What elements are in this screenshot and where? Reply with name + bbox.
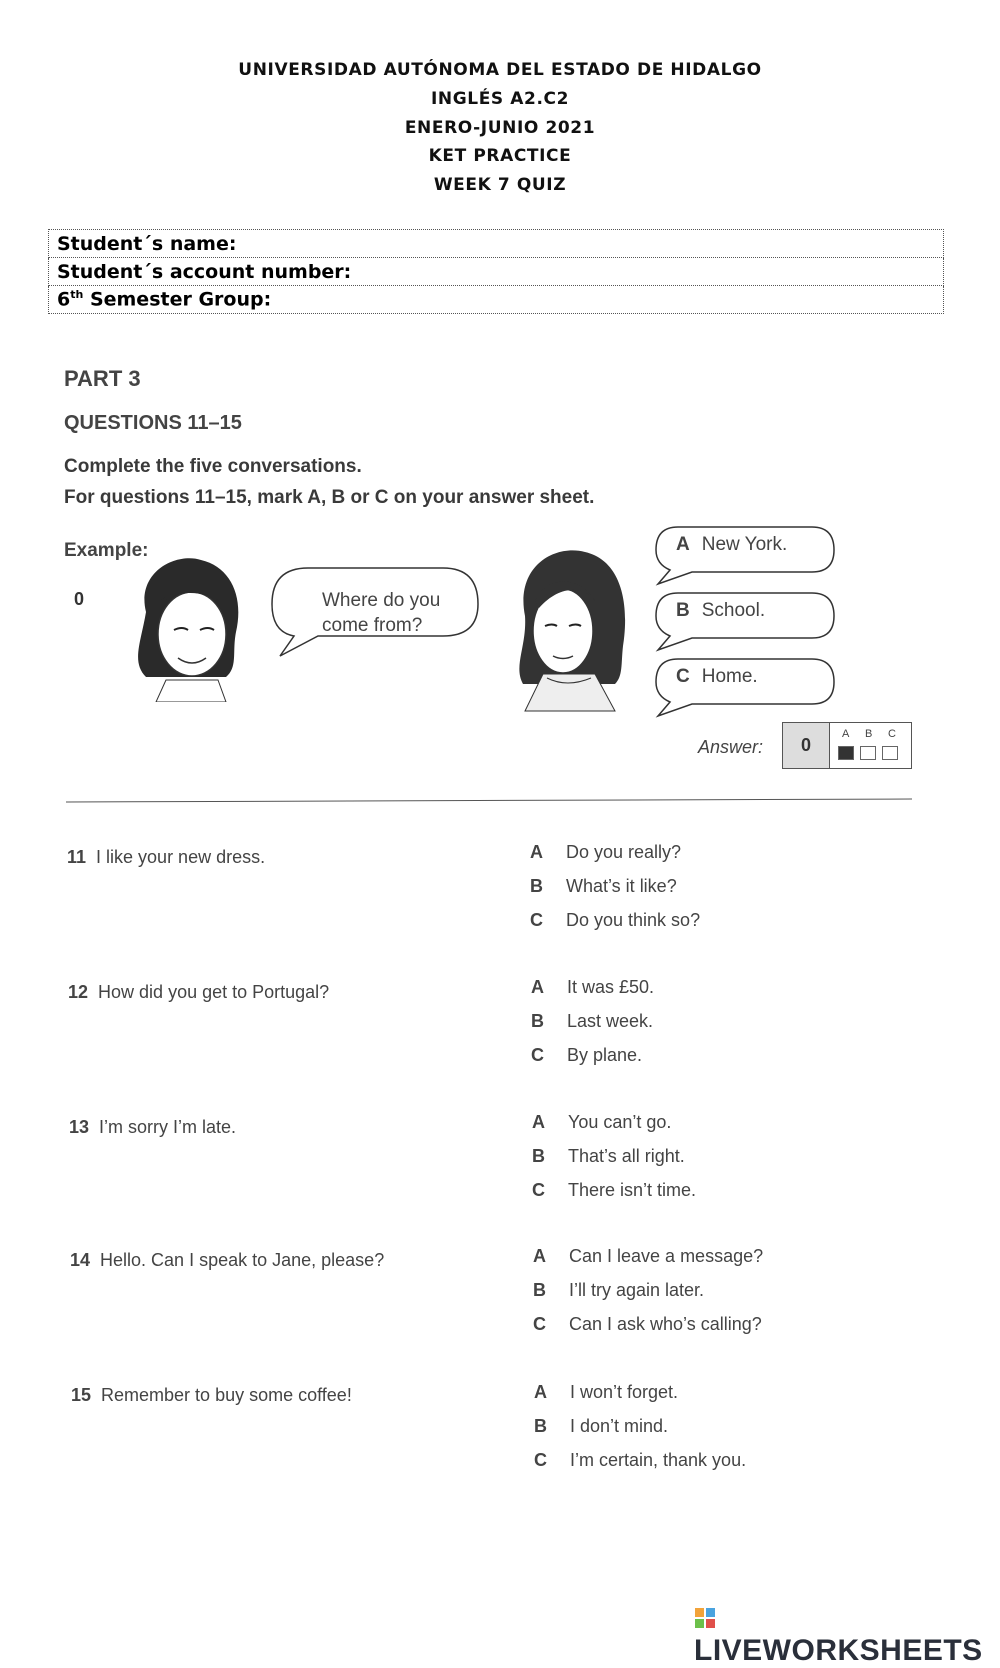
- student-name-label: Student´s name:: [57, 232, 237, 255]
- example-option-b: [676, 600, 765, 622]
- question-number: 12: [68, 982, 89, 1002]
- bubble-line-2: come from?: [322, 615, 423, 636]
- question-text: How did you get to Portugal?: [98, 982, 330, 1002]
- practice-title: KET PRACTICE: [428, 146, 572, 167]
- semester-group-field[interactable]: [49, 286, 944, 314]
- questions-title: QUESTIONS 11–15: [64, 412, 242, 434]
- example-option-a: [676, 534, 787, 556]
- question-text: I’m sorry I’m late.: [99, 1117, 237, 1137]
- answer-box: [782, 722, 912, 769]
- question-15: [71, 1385, 352, 1406]
- option-text: What’s it like?: [566, 876, 677, 896]
- student-info-table: [48, 229, 944, 314]
- q11-option-a[interactable]: [530, 842, 681, 863]
- liveworksheets-icon: [694, 1607, 716, 1629]
- q13-option-c[interactable]: [532, 1180, 696, 1201]
- example-bubble-text: [322, 588, 440, 638]
- option-letter: C: [532, 1180, 545, 1200]
- q12-option-a[interactable]: [531, 977, 654, 998]
- question-number: 11: [67, 847, 87, 867]
- option-text: It was £50.: [567, 977, 655, 997]
- question-11: [67, 847, 265, 868]
- quiz-title: WEEK 7 QUIZ: [433, 175, 567, 196]
- student-account-field[interactable]: [49, 258, 944, 286]
- q13-option-b[interactable]: [532, 1146, 685, 1167]
- option-letter: A: [530, 842, 543, 862]
- option-text: School.: [701, 600, 766, 621]
- question-text: I like your new dress.: [96, 847, 266, 867]
- university-name: UNIVERSIDAD AUTÓNOMA DEL ESTADO DE HIDALGO: [238, 60, 762, 80]
- liveworksheets-logo[interactable]: [694, 1600, 1000, 1668]
- option-text: I won’t forget.: [570, 1382, 679, 1402]
- option-letter: A: [533, 1246, 546, 1266]
- q11-option-c[interactable]: [530, 910, 700, 931]
- question-number: 15: [71, 1385, 92, 1405]
- option-letter: A: [532, 1112, 545, 1132]
- question-number: 13: [69, 1117, 90, 1137]
- option-letter: A: [531, 977, 544, 997]
- option-letter: B: [531, 1011, 544, 1031]
- option-text: New York.: [701, 534, 788, 555]
- semester-ordinal: th: [70, 288, 84, 302]
- option-text: That’s all right.: [568, 1146, 685, 1166]
- question-14: [70, 1250, 384, 1271]
- answer-square-b: [860, 746, 876, 760]
- option-letter: B: [530, 876, 543, 896]
- option-letter: A: [534, 1382, 547, 1402]
- semester-group-label: Semester Group:: [83, 288, 272, 311]
- course-name: INGLÉS A2.C2: [430, 88, 570, 109]
- option-text: I’ll try again later.: [569, 1280, 705, 1300]
- option-letter: B: [533, 1280, 546, 1300]
- girl-listener-illustration: [505, 546, 635, 716]
- brand-name: LIVEWORKSHEETS: [694, 1634, 983, 1667]
- q15-option-b[interactable]: [534, 1416, 668, 1437]
- q11-option-b[interactable]: [530, 876, 677, 897]
- question-text: Remember to buy some coffee!: [101, 1385, 352, 1405]
- option-letter: C: [533, 1314, 546, 1334]
- example-option-c: [676, 666, 758, 688]
- answer-square-c: [882, 746, 898, 760]
- q14-option-b[interactable]: [533, 1280, 704, 1301]
- question-number: 14: [70, 1250, 91, 1270]
- answer-label: Answer:: [698, 737, 764, 757]
- bubble-line-1: Where do you: [322, 590, 441, 611]
- q13-option-a[interactable]: [532, 1112, 671, 1133]
- document-header: [0, 56, 1000, 200]
- q14-option-a[interactable]: [533, 1246, 763, 1267]
- option-text: Home.: [701, 666, 758, 687]
- option-letter: B: [532, 1146, 545, 1166]
- q14-option-c[interactable]: [533, 1314, 762, 1335]
- option-letter: B: [534, 1416, 547, 1436]
- example-number: 0: [74, 589, 85, 609]
- answer-letter-b: B: [865, 728, 873, 740]
- example-label: Example:: [64, 540, 149, 561]
- answer-number: 0: [783, 723, 830, 768]
- instruction-line-2: For questions 11–15, mark A, B or C on your answer sheet.: [64, 487, 595, 508]
- q12-option-b[interactable]: [531, 1011, 653, 1032]
- instruction-line-1: Complete the five conversations.: [64, 456, 362, 477]
- option-text: There isn’t time.: [568, 1180, 697, 1200]
- option-letter: C: [534, 1450, 547, 1470]
- option-letter: C: [676, 666, 690, 687]
- q12-option-c[interactable]: [531, 1045, 642, 1066]
- option-text: I’m certain, thank you.: [570, 1450, 747, 1470]
- option-text: Do you think so?: [566, 910, 701, 930]
- student-account-label: Student´s account number:: [57, 260, 352, 283]
- term: ENERO-JUNIO 2021: [404, 117, 596, 138]
- answer-letter-c: C: [888, 728, 896, 740]
- question-13: [69, 1117, 236, 1138]
- question-text: Hello. Can I speak to Jane, please?: [100, 1250, 385, 1270]
- answer-letter-a: A: [842, 728, 850, 740]
- semester-number: 6: [57, 288, 71, 311]
- option-text: Last week.: [567, 1011, 654, 1031]
- option-text: By plane.: [567, 1045, 643, 1065]
- answer-square-a: [838, 746, 854, 760]
- option-text: You can’t go.: [568, 1112, 672, 1132]
- option-text: Do you really?: [566, 842, 682, 862]
- option-text: Can I ask who’s calling?: [569, 1314, 762, 1334]
- option-letter: C: [531, 1045, 544, 1065]
- section-divider: [66, 799, 912, 803]
- option-letter: C: [530, 910, 543, 930]
- girl-speaker-illustration: [126, 552, 246, 702]
- part-title: PART 3: [64, 366, 141, 391]
- question-12: [68, 982, 329, 1003]
- option-letter: B: [676, 600, 690, 621]
- q15-option-c[interactable]: [534, 1450, 746, 1471]
- option-letter: A: [676, 534, 690, 555]
- q15-option-a[interactable]: [534, 1382, 678, 1403]
- option-text: I don’t mind.: [570, 1416, 669, 1436]
- student-name-field[interactable]: [49, 230, 944, 258]
- option-text: Can I leave a message?: [569, 1246, 764, 1266]
